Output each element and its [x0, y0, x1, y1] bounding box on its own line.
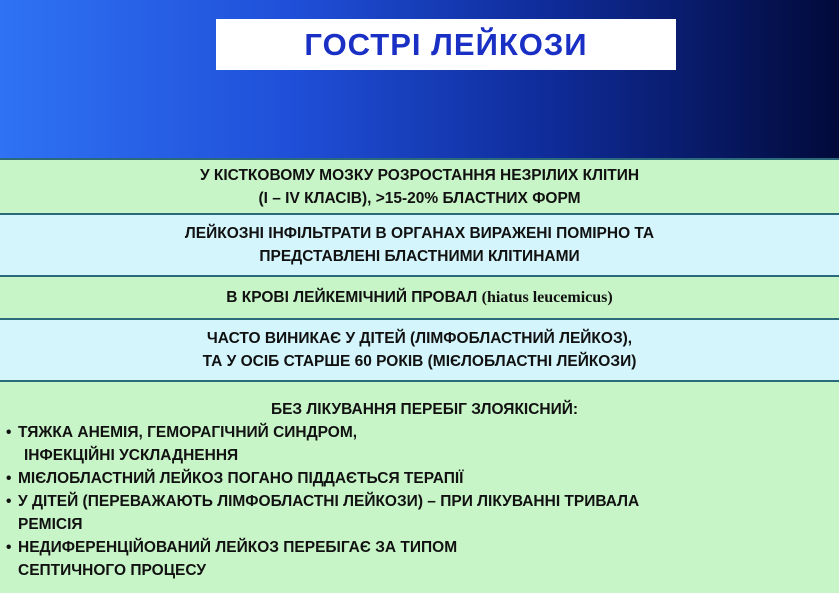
list-item-line-2: ІНФЕКЦІЙНІ УСКЛАДНЕННЯ: [24, 447, 239, 464]
list-item-line-1: МІЄЛОБЛАСТНИЙ ЛЕЙКОЗ ПОГАНО ПІДДАЄТЬСЯ ТЕРАПІЇ: [18, 470, 464, 487]
list-item: [0, 536, 839, 582]
list-item-line-1: НЕДИФЕРЕНЦІЙОВАНИЙ ЛЕЙКОЗ ПЕРЕБІГАЄ ЗА ТИПОМ: [18, 539, 458, 556]
list-item-line-1: У ДІТЕЙ (ПЕРЕВАЖАЮТЬ ЛІМФОБЛАСТНІ ЛЕЙКОЗИ) – ПРИ ЛІКУВАННІ ТРИВАЛА: [18, 493, 640, 510]
hiatus-text: В КРОВІ ЛЕЙКЕМІЧНИЙ ПРОВАЛ: [226, 289, 478, 306]
bone-marrow-line-2: (І – IV КЛАСІВ), >15-20% БЛАСТНИХ ФОРМ: [258, 189, 581, 207]
hiatus-line: [226, 286, 612, 309]
infiltrates-band: [0, 213, 839, 275]
bullet-icon: •: [6, 539, 12, 556]
bone-marrow-line-1: У КІСТКОВОМУ МОЗКУ РОЗРОСТАННЯ НЕЗРІЛИХ КЛІТИН: [199, 166, 640, 184]
bone-marrow-band: [0, 158, 839, 213]
bullet-icon: •: [6, 470, 12, 487]
bullet-icon: •: [6, 493, 12, 510]
age-line-2: ТА У ОСІБ СТАРШЕ 60 РОКІВ (МІЄЛОБЛАСТНІ ЛЕЙКОЗИ): [202, 353, 637, 370]
list-item-line-1: ТЯЖКА АНЕМІЯ, ГЕМОРАГІЧНИЙ СИНДРОМ,: [18, 424, 358, 441]
infiltrates-line-2: ПРЕДСТАВЛЕНІ БЛАСТНИМИ КЛІТИНАМИ: [259, 248, 580, 265]
prognosis-heading: БЕЗ ЛІКУВАННЯ ПЕРЕБІГ ЗЛОЯКІСНИЙ:: [270, 401, 579, 418]
slide-header: [0, 0, 839, 158]
prognosis-band: [0, 380, 839, 593]
list-item: [0, 490, 839, 536]
infiltrates-line-1: ЛЕЙКОЗНІ ІНФІЛЬТРАТИ В ОРГАНАХ ВИРАЖЕНІ ПОМІРНО ТА: [184, 225, 655, 242]
hiatus-band: [0, 275, 839, 318]
bullet-icon: •: [6, 424, 12, 441]
list-item-line-2: СЕПТИЧНОГО ПРОЦЕСУ: [18, 562, 206, 579]
list-item: [0, 421, 839, 467]
list-item-line-2: РЕМІСІЯ: [18, 516, 83, 533]
list-item: [0, 467, 839, 490]
slide-title: ГОСТРІ ЛЕЙКОЗИ: [304, 26, 588, 62]
hiatus-latin-term: (hiatus leucemicus): [481, 289, 613, 306]
prognosis-list: [0, 421, 839, 582]
age-line-1: ЧАСТО ВИНИКАЄ У ДІТЕЙ (ЛІМФОБЛАСТНИЙ ЛЕЙКОЗ),: [206, 330, 633, 347]
title-box: [216, 19, 676, 70]
age-band: [0, 318, 839, 380]
